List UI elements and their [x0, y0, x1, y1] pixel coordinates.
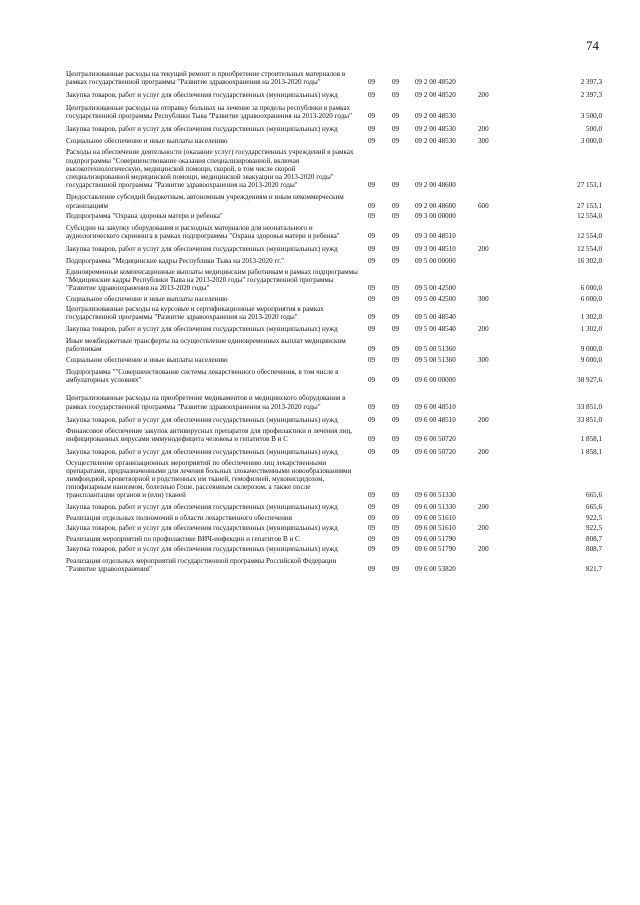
- row-amount: 9 000,0: [580, 355, 602, 364]
- row-subsection: 09: [392, 402, 400, 411]
- table-row: [66, 394, 602, 410]
- row-subsection: 09: [392, 564, 400, 573]
- row-amount: 33 851,0: [577, 415, 602, 424]
- row-target-article: 09 6 00 51610: [415, 523, 456, 532]
- row-amount: 9 000,0: [580, 345, 602, 354]
- row-name: Закупка товаров, работ и услуг для обеспечения государственных (муниципальных) нужд: [66, 415, 338, 424]
- row-amount: 38 927,6: [577, 376, 602, 385]
- row-name: Подпрограмма "Охрана здоровья матери и ребенка": [66, 211, 223, 220]
- row-section: 09: [368, 545, 376, 554]
- row-amount: 1 302,0: [580, 312, 602, 321]
- row-section: 09: [368, 513, 376, 522]
- row-amount: 6 000,0: [580, 284, 602, 293]
- row-name: Социальное обеспечение и иные выплаты населению: [66, 355, 228, 364]
- row-name: Единовременные компенсационные выплаты медицинским работникам в рамках подпрограммы "Медицинские кадры Республики Тыва на 2013-2020 годы" государственной программы "Развитие здравоохранения на 2013-2020 годы": [66, 267, 358, 293]
- row-amount: 2 397,3: [580, 78, 602, 87]
- row-target-article: 09 2 00 48530: [415, 125, 456, 134]
- row-amount: 808,7: [586, 545, 602, 554]
- table-row: [66, 524, 602, 532]
- row-expense-type: 300: [478, 137, 489, 146]
- table-row: [66, 337, 602, 353]
- row-section: 09: [368, 201, 376, 210]
- row-target-article: 09 5 00 48540: [415, 312, 456, 321]
- row-subsection: 09: [392, 523, 400, 532]
- row-target-article: 09 3 00 00000: [415, 211, 456, 220]
- row-section: 09: [368, 256, 376, 265]
- table-row: [66, 503, 602, 511]
- table-row: [66, 212, 602, 220]
- row-name: Закупка товаров, работ и услуг для обеспечения государственных (муниципальных) нужд: [66, 502, 338, 511]
- row-section: 09: [368, 78, 376, 87]
- row-name: Закупка товаров, работ и услуг для обеспечения государственных (муниципальных) нужд: [66, 448, 338, 457]
- row-name: Социальное обеспечение и иные выплаты населению: [66, 137, 228, 146]
- row-section: 09: [368, 523, 376, 532]
- row-name: Иные межбюджетные трансферты на осуществление единовременных выплат медицинским работникам: [66, 337, 346, 354]
- row-target-article: 09 6 00 51610: [415, 513, 456, 522]
- row-name: Подпрограмма "Медицинские кадры Республики Тыва на 2013-2020 гг.": [66, 256, 285, 265]
- row-section: 09: [368, 535, 376, 544]
- row-subsection: 09: [392, 232, 400, 241]
- row-target-article: 09 6 00 53820: [415, 564, 456, 573]
- table-row: [66, 125, 602, 133]
- row-section: 09: [368, 111, 376, 120]
- row-amount: 922,5: [586, 513, 602, 522]
- table-row: [66, 459, 602, 500]
- row-amount: 500,0: [586, 125, 602, 134]
- row-subsection: 09: [392, 415, 400, 424]
- row-target-article: 09 6 00 51330: [415, 491, 456, 500]
- row-expense-type: 200: [478, 325, 489, 334]
- row-expense-type: 200: [478, 245, 489, 254]
- table-row: [66, 91, 602, 99]
- row-subsection: 09: [392, 111, 400, 120]
- row-subsection: 09: [392, 137, 400, 146]
- row-name: Закупка товаров, работ и услуг для обеспечения государственных (муниципальных) нужд: [66, 91, 338, 100]
- row-amount: 3 500,0: [580, 111, 602, 120]
- row-name: Реализация мероприятий по профилактике ВИЧ-инфекции и гепатитов В и С: [66, 535, 300, 544]
- row-section: 09: [368, 435, 376, 444]
- table-row: [66, 535, 602, 543]
- row-name: Субсидии на закупку оборудования и расходных материалов для неонатального и аудиологического скрининга в рамках подпрограммы "Охрана здоровья матери и ребенка": [66, 224, 340, 241]
- row-name: Централизованные расходы на текущий ремонт и приобретение строительных материалов в рамках государственной программы "Развитие здравоохранения на 2013-2020 годы": [66, 70, 346, 87]
- row-expense-type: 200: [478, 545, 489, 554]
- row-amount: 1 858,1: [580, 448, 602, 457]
- row-target-article: 09 6 00 51330: [415, 502, 456, 511]
- row-section: 09: [368, 284, 376, 293]
- row-section: 09: [368, 415, 376, 424]
- row-expense-type: 600: [478, 201, 489, 210]
- row-expense-type: 300: [478, 295, 489, 304]
- row-amount: 1 302,0: [580, 325, 602, 334]
- row-amount: 16 302,0: [577, 256, 602, 265]
- row-subsection: 09: [392, 78, 400, 87]
- row-target-article: 09 5 00 42500: [415, 284, 456, 293]
- row-expense-type: 200: [478, 415, 489, 424]
- budget-table: [66, 70, 602, 573]
- row-name: Закупка товаров, работ и услуг для обеспечения государственных (муниципальных) нужд: [66, 325, 338, 334]
- row-section: 09: [368, 491, 376, 500]
- table-row: [66, 104, 602, 120]
- row-target-article: 09 3 00 48510: [415, 232, 456, 241]
- row-target-article: 09 2 00 48530: [415, 111, 456, 120]
- row-subsection: 09: [392, 491, 400, 500]
- row-amount: 33 851,0: [577, 402, 602, 411]
- row-target-article: 09 5 00 51360: [415, 345, 456, 354]
- row-target-article: 09 2 00 48520: [415, 91, 456, 100]
- row-name: Закупка товаров, работ и услуг для обеспечения государственных (муниципальных) нужд: [66, 523, 338, 532]
- table-row: [66, 305, 602, 321]
- row-amount: 6 000,0: [580, 295, 602, 304]
- row-expense-type: 200: [478, 91, 489, 100]
- row-target-article: 09 6 00 51790: [415, 545, 456, 554]
- row-expense-type: 300: [478, 355, 489, 364]
- table-row: [66, 70, 602, 86]
- row-subsection: 09: [392, 502, 400, 511]
- row-subsection: 09: [392, 355, 400, 364]
- table-row: [66, 545, 602, 553]
- row-target-article: 09 5 00 51360: [415, 355, 456, 364]
- row-subsection: 09: [392, 545, 400, 554]
- row-subsection: 09: [392, 345, 400, 354]
- table-row: [66, 193, 602, 209]
- row-amount: 2 397,3: [580, 91, 602, 100]
- row-amount: 12 554,0: [577, 232, 602, 241]
- row-section: 09: [368, 355, 376, 364]
- row-section: 09: [368, 91, 376, 100]
- row-amount: 665,6: [586, 502, 602, 511]
- table-row: [66, 557, 602, 573]
- row-target-article: 09 5 00 00000: [415, 256, 456, 265]
- row-subsection: 09: [392, 376, 400, 385]
- row-section: 09: [368, 232, 376, 241]
- row-amount: 3 000,0: [580, 137, 602, 146]
- row-amount: 821,7: [586, 564, 602, 573]
- row-section: 09: [368, 345, 376, 354]
- row-name: Централизованные расходы на отправку больных на лечение за пределы республики в рамках государственной программы Республики Тыва "Развитие здравоохранения на 2013-2020 годы": [66, 103, 352, 120]
- row-section: 09: [368, 502, 376, 511]
- row-section: 09: [368, 312, 376, 321]
- row-subsection: 09: [392, 513, 400, 522]
- row-amount: 1 858,1: [580, 435, 602, 444]
- row-target-article: 09 2 00 48600: [415, 181, 456, 190]
- table-row: [66, 148, 602, 189]
- row-section: 09: [368, 125, 376, 134]
- row-subsection: 09: [392, 181, 400, 190]
- row-target-article: 09 3 00 48510: [415, 245, 456, 254]
- row-name: Подпрограмма ""Совершенствование системы лекарственного обеспечения, в том числе в амбулаторных условиях": [66, 367, 339, 385]
- row-name: Финансовое обеспечение закупок антивирусных препаратов для профилактики и лечения лиц, инфицированных вирусами иммунодефицита человека и гепатитов В и С: [66, 426, 353, 444]
- table-row: [66, 325, 602, 333]
- row-section: 09: [368, 137, 376, 146]
- table-row: [66, 356, 602, 364]
- row-name: Закупка товаров, работ и услуг для обеспечения государственных (муниципальных) нужд: [66, 545, 338, 554]
- row-section: 09: [368, 564, 376, 573]
- row-name: Осуществление организационных мероприятий по обеспечению лиц лекарственными препаратами, предназначенными для лечения больных злокачественными новообразованиями лимфоидной, кроветворной и родственных им тканей, гемофилией, муковисцидозом, гипофизарным нанизмом, болезнью Гоше, рассеянным склерозом, а также после трансплантации органов и (или) тканей: [66, 458, 352, 500]
- row-subsection: 09: [392, 535, 400, 544]
- row-expense-type: 200: [478, 125, 489, 134]
- row-expense-type: 200: [478, 502, 489, 511]
- row-amount: 12 554,0: [577, 245, 602, 254]
- row-subsection: 09: [392, 284, 400, 293]
- table-row: [66, 268, 602, 293]
- row-subsection: 09: [392, 211, 400, 220]
- row-name: Закупка товаров, работ и услуг для обеспечения государственных (муниципальных) нужд: [66, 125, 338, 134]
- row-subsection: 09: [392, 91, 400, 100]
- row-target-article: 09 6 00 50720: [415, 435, 456, 444]
- row-section: 09: [368, 448, 376, 457]
- row-subsection: 09: [392, 125, 400, 134]
- row-name: Централизованные расходы на курсовые и сертификационные мероприятия в рамках государственной программы "Развитие здравоохранения на 2013-2020 годы": [66, 304, 324, 321]
- row-name: Социальное обеспечение и иные выплаты населению: [66, 295, 228, 304]
- row-subsection: 09: [392, 256, 400, 265]
- row-name: Реализация отдельных полномочий в области лекарственного обеспечения: [66, 513, 292, 522]
- table-row: [66, 427, 602, 443]
- table-row: [66, 368, 602, 384]
- row-section: 09: [368, 181, 376, 190]
- row-target-article: 09 6 00 48510: [415, 402, 456, 411]
- row-subsection: 09: [392, 201, 400, 210]
- row-name: Реализация отдельных мероприятий государственной программы Российской Федерации "Развитие здравоохранения": [66, 556, 337, 573]
- row-subsection: 09: [392, 325, 400, 334]
- row-target-article: 09 2 00 48520: [415, 78, 456, 87]
- row-target-article: 09 5 00 42500: [415, 295, 456, 304]
- row-subsection: 09: [392, 448, 400, 457]
- row-target-article: 09 6 00 48510: [415, 415, 456, 424]
- row-section: 09: [368, 295, 376, 304]
- row-name: Закупка товаров, работ и услуг для обеспечения государственных (муниципальных) нужд: [66, 245, 338, 254]
- row-target-article: 09 2 00 48600: [415, 201, 456, 210]
- row-expense-type: 200: [478, 523, 489, 532]
- row-section: 09: [368, 376, 376, 385]
- row-amount: 12 554,0: [577, 211, 602, 220]
- row-target-article: 09 2 00 48530: [415, 137, 456, 146]
- row-section: 09: [368, 245, 376, 254]
- row-target-article: 09 5 00 48540: [415, 325, 456, 334]
- table-row: [66, 257, 602, 265]
- table-row: [66, 416, 602, 424]
- row-section: 09: [368, 402, 376, 411]
- table-row: [66, 448, 602, 456]
- table-row: [66, 224, 602, 240]
- row-amount: 27 153,1: [577, 181, 602, 190]
- row-expense-type: 200: [478, 448, 489, 457]
- row-amount: 27 153,1: [577, 201, 602, 210]
- row-section: 09: [368, 211, 376, 220]
- table-row: [66, 137, 602, 145]
- row-subsection: 09: [392, 245, 400, 254]
- row-amount: 808,7: [586, 535, 602, 544]
- table-row: [66, 295, 602, 303]
- row-target-article: 09 6 00 00000: [415, 376, 456, 385]
- row-subsection: 09: [392, 295, 400, 304]
- row-name: Расходы на обеспечение деятельности (оказание услуг) государственных учреждений в рамках подпрограммы "Совершенствование оказания специализированной, включая высокотехнологическую, медицинской помощи, скорой, в том числе скорой специализированной медицинской помощи, медицинской эвакуации на 2013-2020 годы" государственной программы "Развитие здравоохранения на 2013-2020 годы": [66, 148, 354, 190]
- row-target-article: 09 6 00 51790: [415, 535, 456, 544]
- page-number: 74: [586, 38, 599, 53]
- row-name: Предоставление субсидий бюджетным, автономным учреждениям и иным некоммерческим организациям: [66, 193, 344, 210]
- row-section: 09: [368, 325, 376, 334]
- row-amount: 922,5: [586, 523, 602, 532]
- row-subsection: 09: [392, 312, 400, 321]
- row-amount: 665,6: [586, 491, 602, 500]
- row-name: Централизованные расходы на приобретение медикаментов и медицинского оборудования в рамках государственной программы "Развитие здравоохранения на 2013-2020 годы": [66, 394, 346, 411]
- table-row: [66, 245, 602, 253]
- row-subsection: 09: [392, 435, 400, 444]
- table-row: [66, 514, 602, 522]
- row-target-article: 09 6 00 50720: [415, 448, 456, 457]
